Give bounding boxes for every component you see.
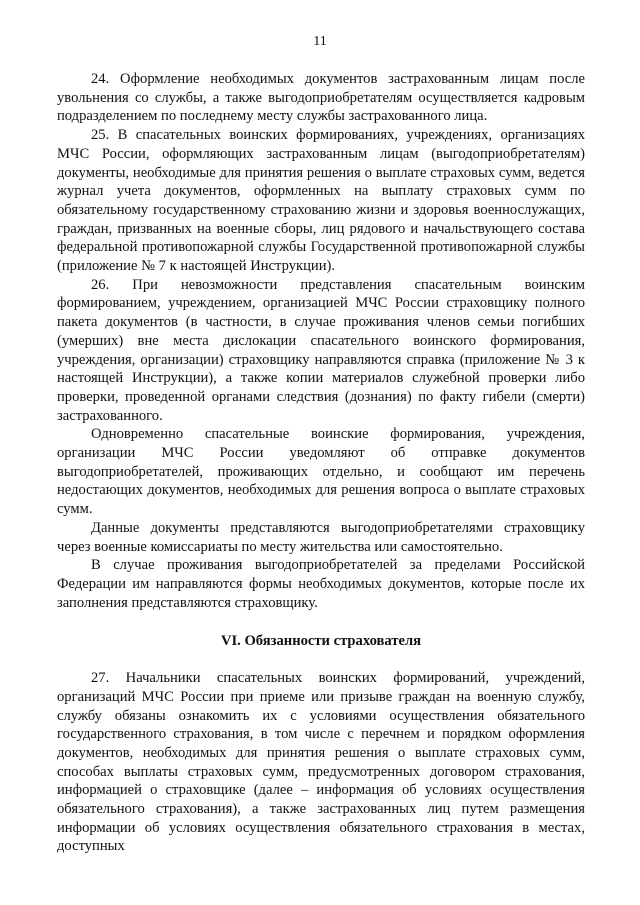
page-number: 11: [313, 34, 327, 49]
paragraph-26-documents: Данные документы представляются выгодоприобретателями страховщику через военные комиссариаты по месту жительства или самостоятельно.: [57, 519, 585, 555]
paragraph-26-notification: Одновременно спасательные воинские формирования, учреждения, организации МЧС России уведомляют об отправке документов выгодоприобретателей, проживающих отдельно, и сообщают им перечень недостающих документов, необходимых для решения вопроса о выплате страховых сумм.: [57, 426, 585, 518]
document-body: [57, 70, 585, 856]
paragraph-26: 26. При невозможности представления спасательным воинским формированием, учреждением, организацией МЧС России страховщику полного пакета документов (в частности, в случае проживания членов семьи погибших (умерших) вне места дислокации спасательного воинского формирования, учреждения, организации) страховщику направляются справка (приложение № 3 к настоящей Инструкции), а также копии материалов служебной проверки либо проверки, проведенной органами следствия (дознания) по факту гибели (смерти) застрахованного.: [57, 276, 585, 424]
paragraph-27: 27. Начальники спасательных воинских формирований, учреждений, организаций МЧС России при приеме или призыве граждан на военную службу, службу обязаны ознакомить их с условиями осуществления обязательного государственного страхования, в том числе с перечнем и порядком оформления документов, необходимых для принятия решения о выплате страховых сумм, способах выплаты страховых сумм, предусмотренных договором страхования, информацией о страховщике (далее – информация об условиях осуществления обязательного страхования), а также застрахованных лиц путем размещения информации об условиях осуществления обязательного страхования в местах, доступных: [57, 670, 585, 855]
paragraph-24: 24. Оформление необходимых документов застрахованным лицам после увольнения со службы, а также выгодоприобретателям осуществляется кадровым подразделением по последнему месту службы застрахованного лица.: [57, 71, 585, 125]
paragraph-26-abroad: В случае проживания выгодоприобретателей за пределами Российской Федерации им направляются формы необходимых документов, которые после их заполнения представляются страховщику.: [57, 557, 585, 611]
paragraph-25: 25. В спасательных воинских формированиях, учреждениях, организациях МЧС России, оформляющих застрахованным лицам (выгодоприобретателям) документы, необходимые для принятия решения о выплате страховых сумм, ведется журнал учета документов, оформленных на выплату страховых сумм по обязательному государственному страхованию жизни и здоровья военнослужащих, граждан, призванных на военные сборы, лиц рядового и начальствующего состава федеральной противопожарной службы Государственной противопожарной службы (приложение № 7 к настоящей Инструкции).: [57, 127, 585, 275]
section-heading: VI. Обязанности страхователя: [220, 633, 422, 650]
